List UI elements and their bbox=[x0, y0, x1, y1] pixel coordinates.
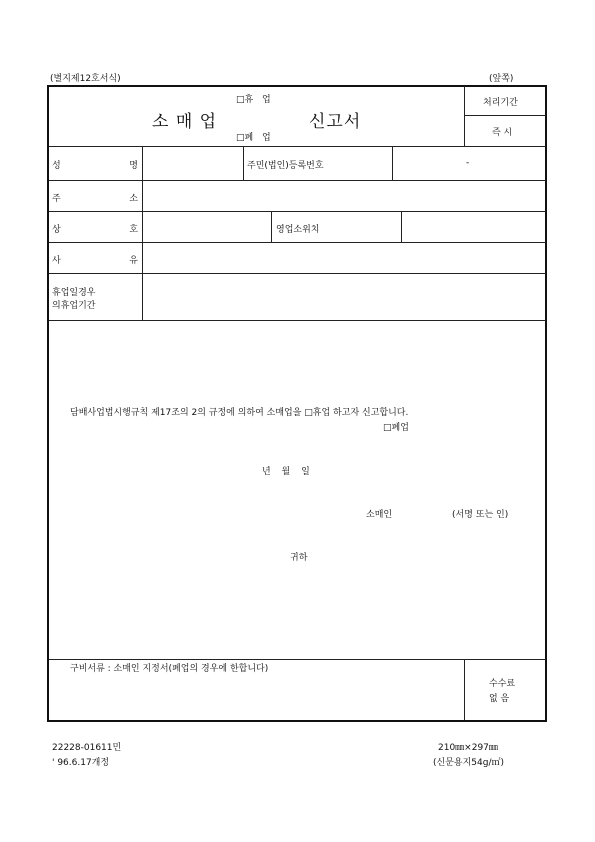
address-label bbox=[52, 191, 138, 204]
form-title-right: 신고서 bbox=[309, 112, 362, 132]
name-label-b: 명 bbox=[129, 161, 138, 171]
rule-7 bbox=[49, 659, 546, 660]
fee-value: 없 음 bbox=[489, 694, 510, 704]
trade-name-label bbox=[52, 222, 138, 235]
paper-type: (신문용지54g/㎡) bbox=[433, 758, 504, 768]
title-option-close: □폐 업 bbox=[236, 133, 271, 143]
declaration-statement: 담배사업법시행규칙 제17조의 2의 규정에 의하여 소매업을 □휴업 하고자 신고합니다. bbox=[70, 408, 409, 418]
page-side-label: (앞쪽) bbox=[489, 74, 514, 84]
processing-divider bbox=[464, 86, 465, 146]
revision-date: ' 96.6.17개정 bbox=[52, 758, 110, 768]
fee-divider bbox=[464, 659, 465, 720]
processing-split bbox=[464, 115, 546, 116]
id-number-label: 주민(법인)등록번호 bbox=[247, 161, 324, 171]
fee-label: 수수료 bbox=[489, 679, 516, 689]
title-option-suspend: □휴 업 bbox=[236, 95, 271, 105]
rule-6 bbox=[49, 320, 546, 321]
address-label-a: 주 bbox=[52, 194, 61, 204]
recipient-label: 귀하 bbox=[290, 553, 308, 563]
suspension-period-field[interactable] bbox=[143, 274, 545, 319]
reason-label bbox=[52, 253, 138, 266]
id-label-divider-left bbox=[243, 146, 244, 180]
form-number: (별지제12호서식) bbox=[50, 74, 121, 84]
paper-size: 210㎜×297㎜ bbox=[438, 743, 498, 753]
location-field[interactable] bbox=[402, 212, 545, 241]
reason-field[interactable] bbox=[143, 243, 545, 272]
reason-label-b: 유 bbox=[129, 256, 138, 266]
date-line: 년 월 일 bbox=[262, 467, 310, 477]
location-label: 영업소위치 bbox=[276, 225, 320, 235]
period-label-line2: 의휴업기간 bbox=[52, 301, 96, 311]
applicant-label: 소매인 bbox=[366, 510, 393, 520]
form-code: 22228-01611민 bbox=[52, 743, 122, 753]
address-field[interactable] bbox=[143, 181, 545, 210]
trade-name-field[interactable] bbox=[143, 212, 270, 241]
trade-name-label-b: 호 bbox=[129, 225, 138, 235]
id-number-dash: - bbox=[466, 158, 470, 168]
processing-value: 즉 시 bbox=[492, 128, 513, 138]
name-label-a: 성 bbox=[52, 161, 61, 171]
name-field[interactable] bbox=[143, 147, 242, 179]
required-documents: 구비서류 : 소매인 지정서(폐업의 경우에 한합니다) bbox=[70, 664, 269, 674]
declaration-option-close[interactable]: □폐업 bbox=[383, 423, 409, 433]
location-divider-left bbox=[271, 211, 272, 242]
form-title-left: 소 매 업 bbox=[152, 112, 218, 132]
reason-label-a: 사 bbox=[52, 256, 61, 266]
processing-label: 처리기간 bbox=[483, 98, 518, 108]
trade-name-label-a: 상 bbox=[52, 225, 61, 235]
name-label bbox=[52, 158, 138, 171]
period-label-line1: 휴업일경우 bbox=[52, 288, 96, 298]
address-label-b: 소 bbox=[129, 194, 138, 204]
signature-note: (서명 또는 인) bbox=[452, 510, 509, 520]
